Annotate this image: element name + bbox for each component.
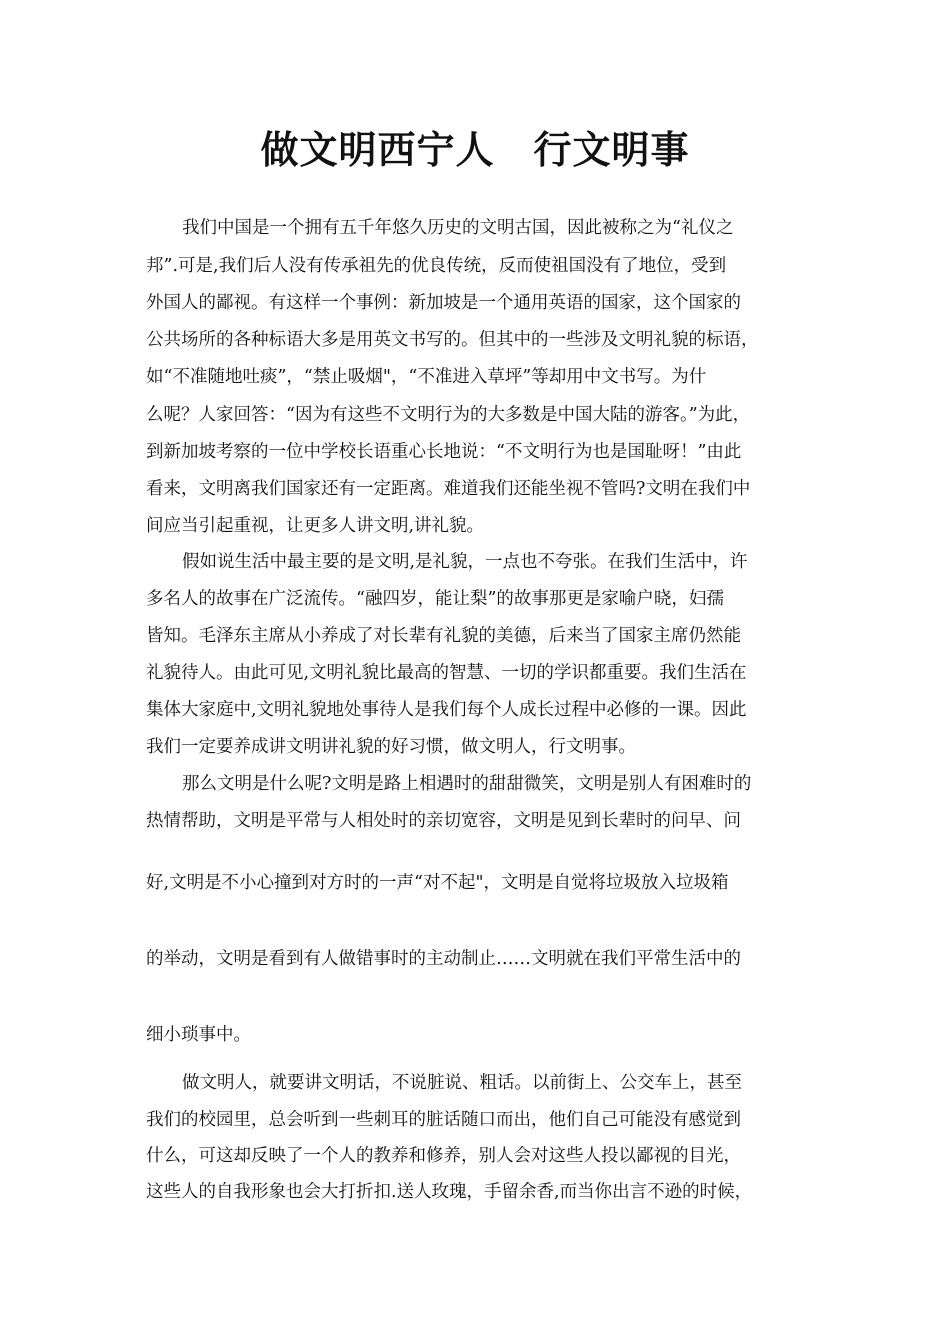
paragraph-3-line-2: 热情帮助，文明是平常与人相处时的亲切宽容，文明是见到长辈时的问早、问 bbox=[146, 811, 741, 831]
paragraph-1-line-2: 邦”.可是,我们后人没有传承祖先的优良传统，反而使祖国没有了地位，受到 bbox=[146, 256, 727, 276]
paragraph-1-line-9: 间应当引起重视，让更多人讲文明,讲礼貌。 bbox=[146, 516, 485, 536]
paragraph-2-line-2: 多名人的故事在广泛流传。“融四岁，能让梨”的故事那更是家喻户晓，妇孺 bbox=[146, 589, 724, 609]
paragraph-1-line-8: 看来，文明离我们国家还有一定距离。难道我们还能坐视不管吗?文明在我们中 bbox=[146, 479, 751, 499]
paragraph-4-line-1: 做文明人，就要讲文明话，不说脏说、粗话。以前街上、公交车上，甚至 bbox=[182, 1073, 742, 1093]
paragraph-2-line-5: 集体大家庭中,文明礼貌地处事待人是我们每个人成长过程中必修的一课。因此 bbox=[146, 700, 747, 720]
paragraph-3-line-3: 好,文明是不小心撞到对方时的一声“对不起"，文明是自觉将垃圾放入垃圾箱 bbox=[146, 873, 729, 893]
paragraph-3-line-1: 那么文明是什么呢?文明是路上相遇时的甜甜微笑，文明是别人有困难时的 bbox=[182, 774, 752, 794]
paragraph-2-line-4: 礼貌待人。由此可见,文明礼貌比最高的智慧、一切的学识都重要。我们生活在 bbox=[146, 663, 747, 683]
paragraph-1-line-4: 公共场所的各种标语大多是用英文书写的。但其中的一些涉及文明礼貌的标语， bbox=[146, 330, 759, 350]
paragraph-2-line-3: 皆知。毛泽东主席从小养成了对长辈有礼貌的美德，后来当了国家主席仍然能 bbox=[146, 626, 741, 646]
paragraph-1-line-1: 我们中国是一个拥有五千年悠久历史的文明古国，因此被称之为“礼仪之 bbox=[182, 218, 734, 238]
paragraph-2-line-1: 假如说生活中最主要的是文明,是礼貌，一点也不夸张。在我们生活中，许 bbox=[182, 552, 748, 572]
paragraph-4-line-3: 什么，可这却反映了一个人的教养和修养，别人会对这些人投以鄙视的目光， bbox=[146, 1146, 741, 1166]
paragraph-2-line-6: 我们一定要养成讲文明讲礼貌的好习惯，做文明人，行文明事。 bbox=[146, 737, 636, 757]
paragraph-4-line-4: 这些人的自我形象也会大打折扣.送人玫瑰，手留余香,而当你出言不逊的时候， bbox=[146, 1182, 753, 1202]
document-title: 做文明西宁人 行文明事 bbox=[260, 127, 690, 172]
paragraph-1-line-6: 么呢？人家回答：“因为有这些不文明行为的大多数是中国大陆的游客。”为此， bbox=[146, 405, 751, 425]
paragraph-1-line-3: 外国人的鄙视。有这样一个事例：新加坡是一个通用英语的国家，这个国家的 bbox=[146, 293, 741, 313]
paragraph-3-line-5: 细小琐事中。 bbox=[146, 1025, 251, 1045]
paragraph-4-line-2: 我们的校园里，总会听到一些刺耳的脏话随口而出，他们自己可能没有感觉到 bbox=[146, 1110, 741, 1130]
paragraph-3-line-4: 的举动，文明是看到有人做错事时的主动制止……文明就在我们平常生活中的 bbox=[146, 949, 741, 969]
paragraph-1-line-5: 如“不准随地吐痰”，“禁止吸烟"，“不准进入草坪”等却用中文书写。为什 bbox=[146, 367, 707, 387]
paragraph-1-line-7: 到新加坡考察的一位中学校长语重心长地说：“不文明行为也是国耻呀！”由此 bbox=[146, 442, 742, 462]
